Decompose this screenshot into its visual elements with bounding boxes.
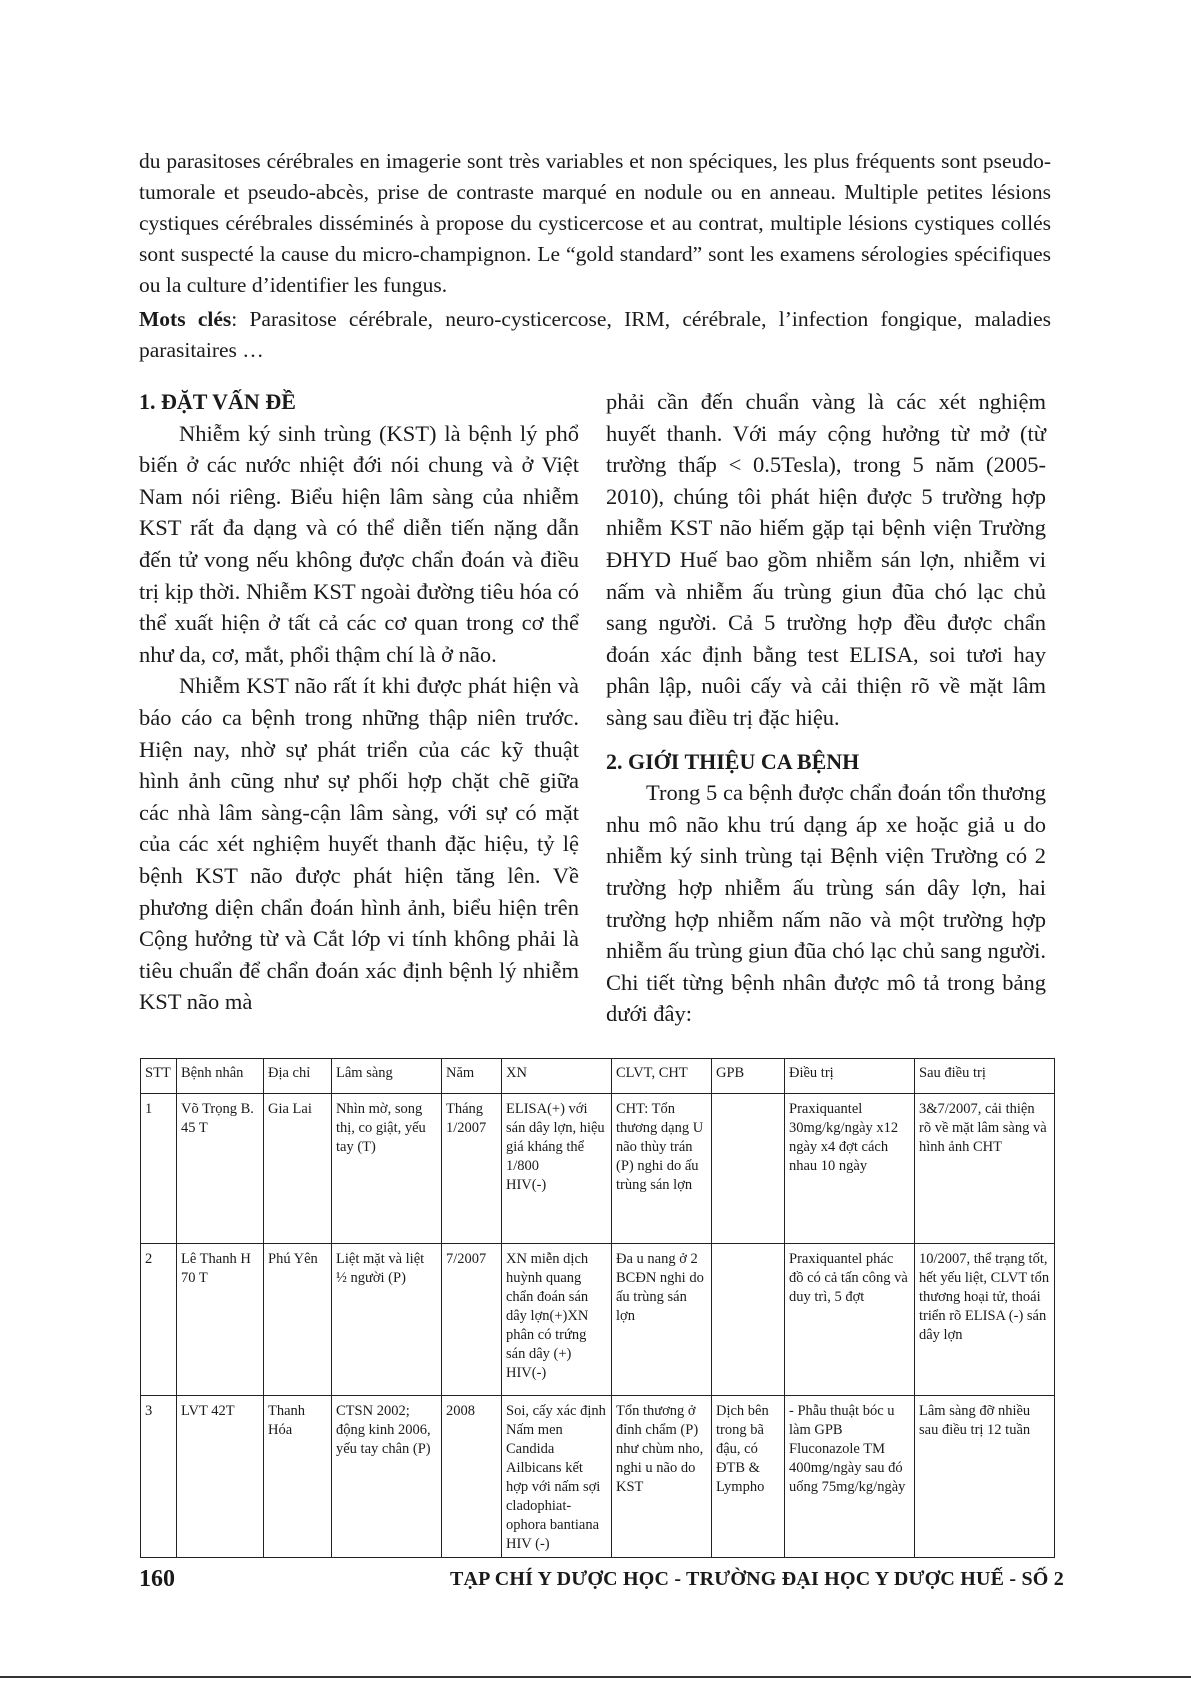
- table-cell: 2008: [442, 1396, 502, 1558]
- table-cell: Lê Thanh H 70 T: [177, 1244, 264, 1396]
- header-cell: XN: [502, 1059, 612, 1094]
- header-cell: STT: [141, 1059, 177, 1094]
- table-cell: Dịch bên trong bã đậu, có ĐTB & Lympho: [712, 1396, 785, 1558]
- table-cell: Võ Trọng B. 45 T: [177, 1094, 264, 1244]
- section1-paragraph-1: Nhiễm ký sinh trùng (KST) là bệnh lý phổ biến ở các nước nhiệt đới nói chung và ở Việt Nam nói riêng. Biểu hiện lâm sàng của nhiễm KST rất đa dạng và có thể diễn tiến nặng dẫn đến tử vong nếu không được chẩn đoán và điều trị kịp thời. Nhiễm KST ngoài đường tiêu hóa có thể xuất hiện ở tất cả các cơ quan trong cơ thể như da, cơ, mắt, phổi thậm chí là ở não.: [139, 420, 579, 667]
- section1-paragraph-3: phải cần đến chuẩn vàng là các xét nghiệm huyết thanh. Với máy cộng hưởng từ mở (từ trường thấp < 0.5Tesla), trong 5 năm (2005-2010), chúng tôi phát hiện được 5 trường hợp nhiễm KST não hiếm gặp tại bệnh viện Trường ĐHYD Huế bao gồm nhiễm sán lợn, nhiễm vi nấm và nhiễm ấu trùng giun đũa chó lạc chủ sang người. Cả 5 trường hợp đều được chẩn đoán xác định bằng test ELISA, soi tươi hay phân lập, nuôi cấy và cải thiện rõ về mặt lâm sàng sau điều trị đặc hiệu.: [606, 389, 1046, 730]
- bottom-rule: [0, 1676, 1191, 1678]
- table-cell: Praxiquantel phác đồ có cả tấn công và duy trì, 5 đợt: [785, 1244, 915, 1396]
- table-cell: Gia Lai: [264, 1094, 332, 1244]
- page-number: 160: [139, 1566, 175, 1592]
- table-cell: Soi, cấy xác định Nấm men Candida Ailbicans kết hợp với nấm sợi cladophiat-ophora bantiana HIV (-): [502, 1396, 612, 1558]
- table-cell: Liệt mặt và liệt ½ người (P): [332, 1244, 442, 1396]
- table-cell: 7/2007: [442, 1244, 502, 1396]
- left-column: [139, 386, 579, 1018]
- table-cell: 3: [141, 1396, 177, 1558]
- journal-title: TẠP CHÍ Y DƯỢC HỌC - TRƯỜNG ĐẠI HỌC Y DƯỢC HUẾ - SỐ 2: [450, 1568, 1064, 1590]
- case-table: [140, 1058, 1055, 1558]
- table-cell: Tháng 1/2007: [442, 1094, 502, 1244]
- table-header-row: [141, 1059, 1055, 1094]
- table-row: [141, 1396, 1055, 1558]
- header-cell: Địa chỉ: [264, 1059, 332, 1094]
- table-row: [141, 1094, 1055, 1244]
- table-cell: Phú Yên: [264, 1244, 332, 1396]
- table-row: [141, 1244, 1055, 1396]
- header-cell: Lâm sàng: [332, 1059, 442, 1094]
- table-cell: Nhìn mờ, song thị, co giật, yếu tay (T): [332, 1094, 442, 1244]
- table-cell: [712, 1094, 785, 1244]
- right-column: [606, 386, 1046, 1030]
- table-cell: LVT 42T: [177, 1396, 264, 1558]
- section1-heading: 1. ĐẶT VẤN ĐỀ: [139, 389, 296, 414]
- table-cell: Praxiquantel 30mg/kg/ngày x12 ngày x4 đợt cách nhau 10 ngày: [785, 1094, 915, 1244]
- table-cell: Tổn thương ở đỉnh chẩm (P) như chùm nho, nghi u não do KST: [612, 1396, 712, 1558]
- header-cell: Sau điều trị: [915, 1059, 1055, 1094]
- table-cell: 3&7/2007, cải thiện rõ về mặt lâm sàng và hình ảnh CHT: [915, 1094, 1055, 1244]
- header-cell: CLVT, CHT: [612, 1059, 712, 1094]
- keywords-line: [139, 304, 1051, 366]
- table-cell: CTSN 2002; động kinh 2006, yếu tay chân (P): [332, 1396, 442, 1558]
- table-cell: [712, 1244, 785, 1396]
- header-cell: Bệnh nhân: [177, 1059, 264, 1094]
- keywords-label: Mots clés: [139, 307, 232, 331]
- section2-heading: 2. GIỚI THIỆU CA BỆNH: [606, 748, 860, 774]
- table-cell: 10/2007, thể trạng tốt, hết yếu liệt, CLVT tổn thương hoại tử, thoái triển rõ ELISA (-) sán dây lợn: [915, 1244, 1055, 1396]
- table-cell: CHT: Tổn thương dạng U não thùy trán (P) nghi do ấu trùng sán lợn: [612, 1094, 712, 1244]
- header-cell: Điều trị: [785, 1059, 915, 1094]
- table-cell: XN miễn dịch huỳnh quang chẩn đoán sán dây lợn(+)XN phân có trứng sán dây (+) HIV(-): [502, 1244, 612, 1396]
- table-cell: Thanh Hóa: [264, 1396, 332, 1558]
- section1-paragraph-2: Nhiễm KST não rất ít khi được phát hiện và báo cáo ca bệnh trong những thập niên trước. Hiện nay, nhờ sự phát triển của các kỹ thuật hình ảnh cũng như sự phối hợp chặt chẽ giữa các nhà lâm sàng-cận lâm sàng, với sự có mặt của các xét nghiệm huyết thanh đặc hiệu, tỷ lệ bệnh KST não được phát hiện tăng lên. Về phương diện chẩn đoán hình ảnh, biểu hiện trên Cộng hưởng từ và Cắt lớp vi tính không phải là tiêu chuẩn để chẩn đoán xác định bệnh lý nhiễm KST não mà: [139, 673, 579, 1015]
- abstract-text: [139, 146, 1051, 301]
- table-cell: Đa u nang ở 2 BCĐN nghi do ấu trùng sán lợn: [612, 1244, 712, 1396]
- abstract-paragraph: du parasitoses cérébrales en imagerie sont très variables et non spéciques, les plus fréquents sont pseudo-tumorale et pseudo-abcès, prise de contraste marqué en nodule ou en anneau. Multiple petites lésions cystiques cérébrales disséminés à propose du cysticercose et au contrat, multiple lésions cystiques collés sont suspecté la cause du micro-champignon. Le “gold standard” sont les examens sérologies spécifiques ou la culture d’identifier les fungus.: [139, 149, 1051, 297]
- section2-paragraph-1: Trong 5 ca bệnh được chẩn đoán tổn thương nhu mô não khu trú dạng áp xe hoặc giả u do nhiễm ký sinh trùng tại Bệnh viện Trường có 2 trường hợp nhiễm ấu trùng sán dây lợn, hai trường hợp nhiễm nấm não và một trường hợp nhiễm ấu trùng giun đũa chó lạc chủ sang người. Chi tiết từng bệnh nhân được mô tả trong bảng dưới đây:: [606, 780, 1046, 1027]
- table-cell: - Phẫu thuật bóc u làm GPB Fluconazole TM 400mg/ngày sau đó uống 75mg/kg/ngày: [785, 1396, 915, 1558]
- table-cell: Lâm sàng đỡ nhiều sau điều trị 12 tuần: [915, 1396, 1055, 1558]
- table-cell: ELISA(+) với sán dây lợn, hiệu giá kháng thể 1/800 HIV(-): [502, 1094, 612, 1244]
- keywords-text: : Parasitose cérébrale, neuro-cysticercose, IRM, cérébrale, l’infection fongique, maladies parasitaires …: [139, 307, 1051, 362]
- header-cell: GPB: [712, 1059, 785, 1094]
- header-cell: Năm: [442, 1059, 502, 1094]
- table-cell: 2: [141, 1244, 177, 1396]
- table-cell: 1: [141, 1094, 177, 1244]
